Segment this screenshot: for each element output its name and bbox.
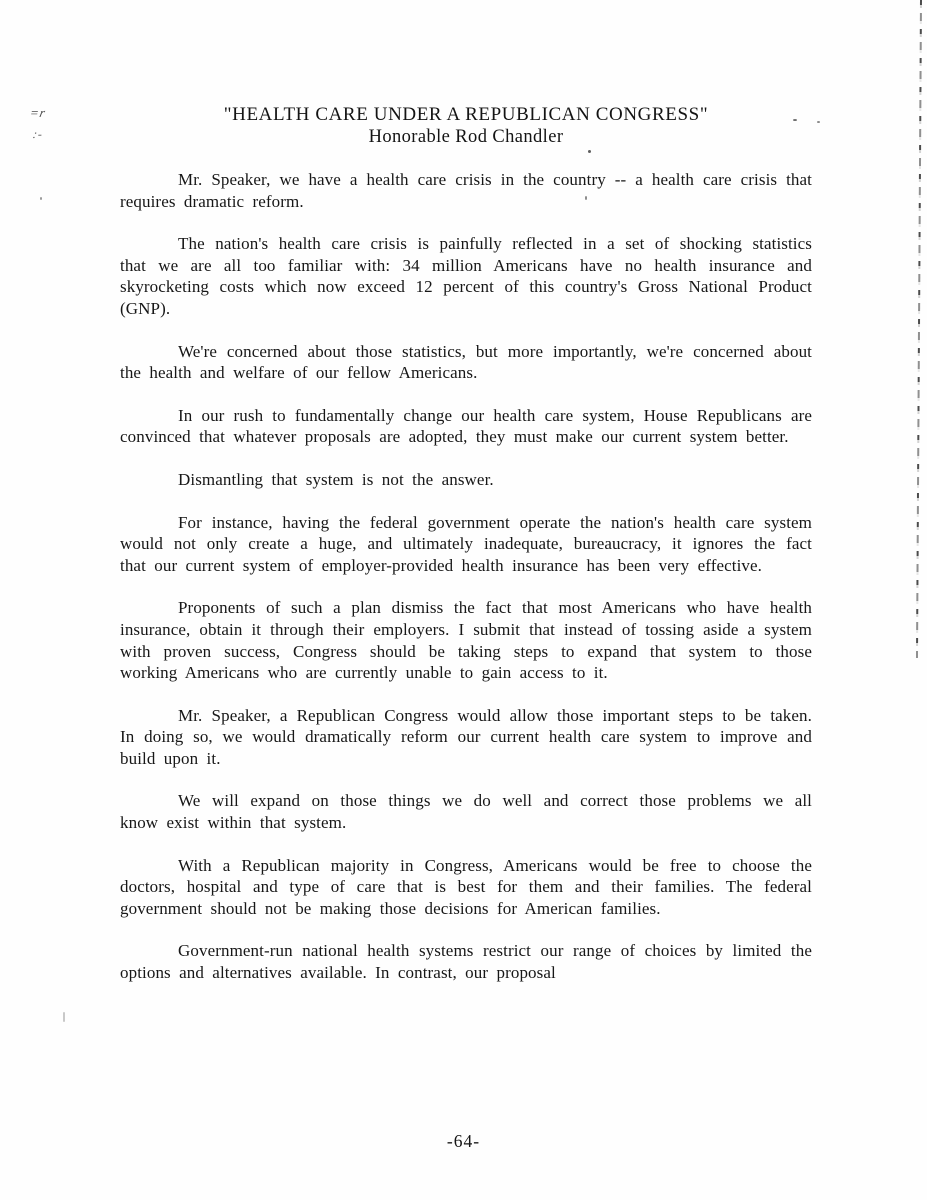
paragraph: We will expand on those things we do well and correct those problems we all know exist within that system. (120, 791, 812, 833)
scan-speck (40, 197, 42, 200)
paragraph: Mr. Speaker, we have a health care crisis in the country -- a health care crisis that requires dramatic reform. (120, 170, 812, 211)
paragraph: Proponents of such a plan dismiss the fact that most Americans who have health insurance, obtain it through their employers. I submit that instead of tossing aside a system with proven success, Congress should be taking steps to expand that system to those working Americans who are currently unable to gain access to it. (120, 598, 812, 683)
paragraph-list (120, 169, 812, 984)
document-title: "HEALTH CARE UNDER A REPUBLICAN CONGRESS" (223, 104, 709, 125)
paragraph: The nation's health care crisis is painfully reflected in a set of shocking statistics that we are all too familiar with: 34 million Americans have no health insurance and skyrocketing costs which now exceed 12 percent of this country's Gross National Product (GNP). (120, 234, 812, 318)
pencil-margin-mark: :- (31, 127, 45, 141)
document-content (120, 103, 812, 1005)
paragraph: We're concerned about those statistics, but more importantly, we're concerned about the health and welfare of our fellow Americans. (120, 341, 812, 383)
scan-speck (63, 1012, 65, 1022)
paragraph: In our rush to fundamentally change our health care system, House Republicans are convinced that whatever proposals are adopted, they must make our current system better. (120, 405, 812, 447)
paragraph: Mr. Speaker, a Republican Congress would allow those important steps to be taken. In doing so, we would dramatically reform our current health care system to improve and build upon it. (120, 705, 812, 768)
paragraph: Dismantling that system is not the answer. (178, 469, 494, 489)
paragraph: For instance, having the federal government operate the nation's health care system would not only create a huge, and ultimately inadequate, bureaucracy, it ignores the fact that our current system of employer-provided health insurance has been very effective. (120, 512, 812, 575)
pencil-margin-mark: =r (28, 105, 48, 120)
paragraph: Government-run national health systems restrict our range of choices by limited the options and alternatives available. In contrast, our proposal (120, 941, 812, 983)
scan-speck (817, 121, 820, 123)
paragraph: With a Republican majority in Congress, Americans would be free to choose the doctors, hospital and type of care that is best for them and their families. The federal government should not be making those decisions for American families. (120, 855, 812, 918)
document-subtitle: Honorable Rod Chandler (368, 127, 564, 147)
scan-artifact-line (916, 0, 922, 658)
page-number: -64- (446, 1131, 481, 1151)
